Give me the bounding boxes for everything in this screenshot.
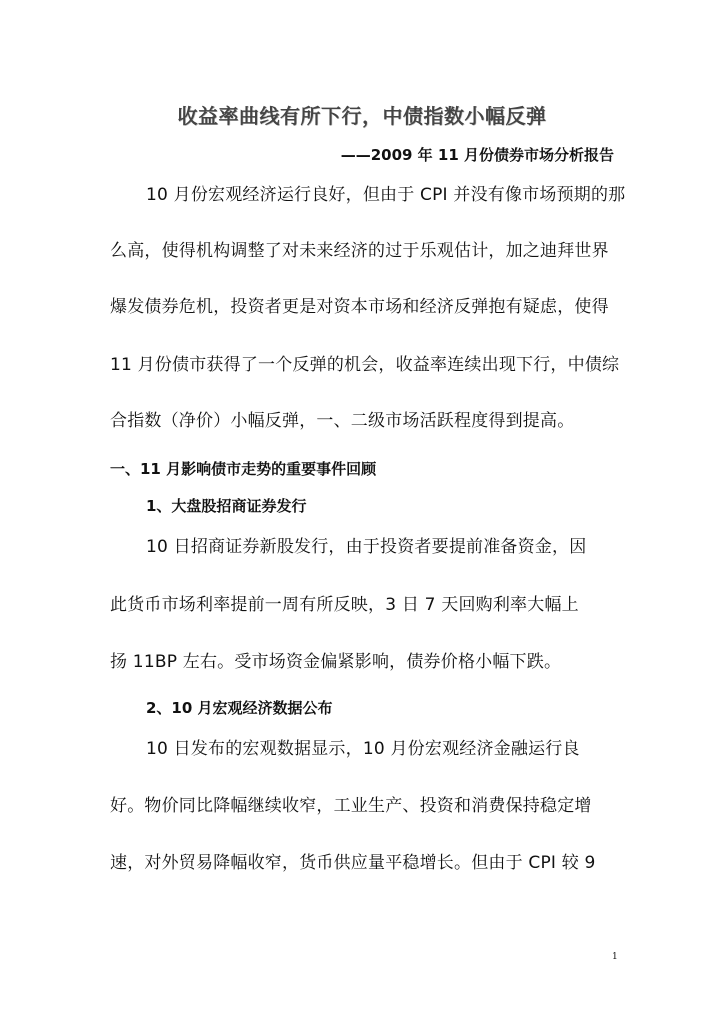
body-line: 速，对外贸易降幅收窄，货币供应量平稳增长。但由于 CPI 较 9 bbox=[110, 853, 596, 873]
document-title: 收益率曲线有所下行，中债指数小幅反弹 bbox=[177, 104, 547, 128]
body-line: 10 日招商证券新股发行，由于投资者要提前准备资金，因 bbox=[146, 537, 587, 557]
section-heading: 一、11 月影响债市走势的重要事件回顾 bbox=[110, 460, 377, 478]
intro-line: 11 月份债市获得了一个反弹的机会，收益率连续出现下行，中债综 bbox=[110, 355, 620, 375]
page-number: 1 bbox=[612, 952, 618, 962]
intro-line: 合指数（净价）小幅反弹，一、二级市场活跃程度得到提高。 bbox=[110, 411, 575, 431]
subsection-heading: 2、10 月宏观经济数据公布 bbox=[146, 699, 333, 717]
subsection-heading: 1、大盘股招商证券发行 bbox=[146, 497, 307, 515]
intro-line: 爆发债券危机，投资者更是对资本市场和经济反弹抱有疑虑，使得 bbox=[110, 297, 609, 317]
body-line: 好。物价同比降幅继续收窄，工业生产、投资和消费保持稳定增 bbox=[110, 796, 592, 816]
body-line: 10 日发布的宏观数据显示，10 月份宏观经济金融运行良 bbox=[146, 739, 580, 759]
body-line: 此货币市场利率提前一周有所反映，3 日 7 天回购利率大幅上 bbox=[110, 595, 579, 615]
document-subtitle: ——2009 年 11 月份债券市场分析报告 bbox=[340, 146, 614, 164]
intro-line: 10 月份宏观经济运行良好，但由于 CPI 并没有像市场预期的那 bbox=[146, 185, 626, 205]
body-line: 扬 11BP 左右。受市场资金偏紧影响，债券价格小幅下跌。 bbox=[110, 652, 562, 672]
intro-line: 么高，使得机构调整了对未来经济的过于乐观估计，加之迪拜世界 bbox=[110, 241, 609, 261]
